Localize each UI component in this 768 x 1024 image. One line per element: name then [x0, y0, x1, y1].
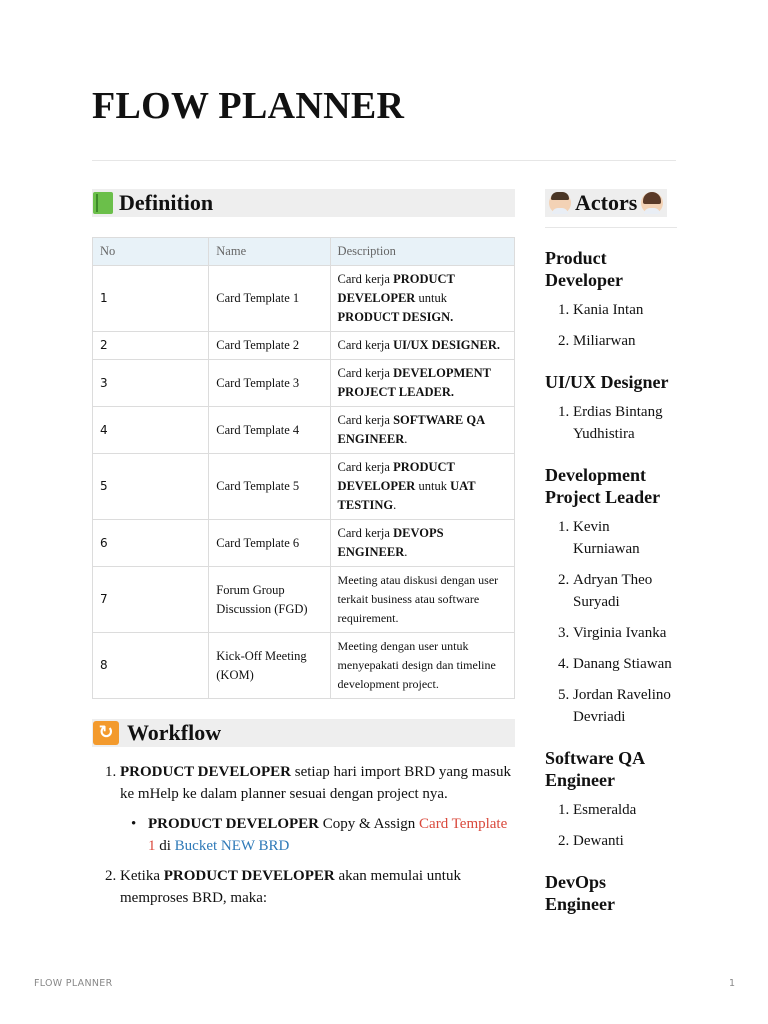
table-row	[93, 567, 515, 633]
row-description	[330, 520, 514, 567]
row-number: 1	[93, 266, 209, 332]
footer-title: FLOW PLANNER	[34, 978, 113, 989]
text-run: Meeting dengan user untuk menyepakati design dan timeline development project.	[337, 639, 496, 691]
actor-role-heading: UI/UX Designer	[545, 372, 669, 392]
repeat-arrows-icon: ↻	[93, 721, 119, 745]
column-header-no: No	[93, 238, 209, 266]
bold-text: SOFTWARE QA ENGINEER	[337, 413, 485, 446]
page-number: 1	[729, 978, 736, 989]
row-number: 3	[93, 360, 209, 407]
actors-column	[545, 189, 677, 915]
text-run: di	[155, 838, 175, 854]
text-run: Card kerja	[337, 338, 394, 352]
text-run: Ketika	[120, 868, 164, 884]
actor-member: 5. Jordan Ravelino Devriadi	[573, 684, 677, 728]
text-run: untuk	[415, 479, 451, 493]
green-book-icon	[93, 192, 113, 214]
row-description	[330, 360, 514, 407]
text-run: untuk	[415, 291, 447, 305]
text-run: Card kerja	[337, 413, 394, 427]
row-description	[330, 332, 514, 360]
text-run: akan memulai untuk memproses BRD, maka:	[120, 868, 461, 906]
bold-text: PRODUCT DEVELOPER	[163, 868, 335, 884]
bold-text: UI/UX DESIGNER.	[393, 338, 501, 352]
actor-member: 4. Danang Stiawan	[573, 653, 677, 675]
row-name: Kick-Off Meeting (KOM)	[209, 633, 330, 699]
bold-text: DEVELOPMENT PROJECT LEADER.	[337, 366, 491, 399]
actor-role-heading: Software QA Engineer	[545, 748, 645, 790]
workflow-substeps	[120, 813, 515, 857]
row-name: Card Template 5	[209, 454, 330, 520]
definition-heading	[92, 189, 515, 217]
title-divider	[92, 160, 676, 161]
row-name: Card Template 4	[209, 407, 330, 454]
actor-member-list	[545, 299, 677, 352]
row-description	[330, 454, 514, 520]
workflow-section	[92, 719, 515, 909]
main-column	[92, 189, 515, 917]
table-header-row	[93, 238, 515, 266]
row-number: 6	[93, 520, 209, 567]
actor-member: 1. Kania Intan	[573, 299, 677, 321]
workflow-steps	[92, 761, 515, 909]
actor-member-list	[545, 401, 677, 445]
actors-heading	[545, 189, 667, 217]
row-name: Card Template 2	[209, 332, 330, 360]
text-run: Card kerja	[337, 526, 394, 540]
row-number: 7	[93, 567, 209, 633]
text-run: setiap hari import BRD yang masuk ke mHelp ke dalam planner sesuai dengan project nya.	[120, 764, 511, 802]
actor-role-heading: Product Developer	[545, 248, 623, 290]
text-run: .	[404, 545, 408, 559]
actor-member: 2. Miliarwan	[573, 330, 677, 352]
row-description	[330, 567, 514, 633]
table-row	[93, 633, 515, 699]
actor-member: 2. Adryan Theo Suryadi	[573, 569, 677, 613]
definition-table-body	[93, 266, 515, 699]
row-name: Card Template 3	[209, 360, 330, 407]
workflow-heading	[92, 719, 515, 747]
actor-member-list	[545, 516, 677, 728]
column-header-description: Description	[330, 238, 514, 266]
row-number: 2	[93, 332, 209, 360]
row-number: 4	[93, 407, 209, 454]
actor-role-heading: DevOps Engineer	[545, 872, 615, 914]
actors-divider	[545, 227, 677, 228]
row-name: Card Template 6	[209, 520, 330, 567]
bold-text: PRODUCT DEVELOPER	[337, 460, 455, 493]
text-run: Card kerja	[337, 460, 394, 474]
actor-member: 1. Kevin Kurniawan	[573, 516, 677, 560]
row-number: 8	[93, 633, 209, 699]
table-row	[93, 407, 515, 454]
text-run: .	[404, 432, 408, 446]
text-run: Meeting atau diskusi dengan user terkait business atau software requirement.	[337, 573, 499, 625]
actor-member: 2. Dewanti	[573, 830, 677, 852]
row-description	[330, 407, 514, 454]
table-row	[93, 360, 515, 407]
actor-member: 1. Esmeralda	[573, 799, 677, 821]
actor-member-list	[545, 799, 677, 852]
table-row	[93, 332, 515, 360]
link-text-red: Card Template 1	[148, 816, 508, 854]
row-number: 5	[93, 454, 209, 520]
row-name: Card Template 1	[209, 266, 330, 332]
row-name: Forum Group Discussion (FGD)	[209, 567, 330, 633]
definition-heading-label: Definition	[119, 190, 214, 215]
actors-list	[545, 247, 677, 915]
man-technologist-icon	[549, 192, 571, 214]
row-description	[330, 633, 514, 699]
text-run: .	[393, 498, 397, 512]
page-title: FLOW PLANNER	[92, 85, 405, 127]
bold-text: PRODUCT DEVELOPER	[337, 272, 455, 305]
bold-text: PRODUCT DEVELOPER	[120, 764, 291, 780]
workflow-step	[120, 865, 515, 909]
link-text-blue: Bucket NEW BRD	[174, 838, 290, 854]
bold-text: PRODUCT DESIGN.	[337, 310, 454, 324]
actor-role-heading: Development Project Leader	[545, 465, 661, 507]
table-row	[93, 454, 515, 520]
workflow-substep	[148, 813, 515, 857]
bold-text: UAT TESTING	[337, 479, 476, 512]
actor-member: 1. Erdias Bintang Yudhistira	[573, 401, 677, 445]
actors-heading-label: Actors	[575, 190, 638, 215]
text-run: Card kerja	[337, 272, 394, 286]
table-row	[93, 520, 515, 567]
text-run: Card kerja	[337, 366, 394, 380]
workflow-step	[120, 761, 515, 857]
actor-member: 3. Virginia Ivanka	[573, 622, 677, 644]
bold-text: DEVOPS ENGINEER	[337, 526, 444, 559]
bold-text: PRODUCT DEVELOPER	[148, 816, 319, 832]
text-run: Copy & Assign	[319, 816, 420, 832]
definition-table	[92, 237, 515, 699]
row-description	[330, 266, 514, 332]
woman-technologist-icon	[641, 192, 663, 214]
table-row	[93, 266, 515, 332]
column-header-name: Name	[209, 238, 330, 266]
workflow-heading-label: Workflow	[127, 720, 222, 745]
